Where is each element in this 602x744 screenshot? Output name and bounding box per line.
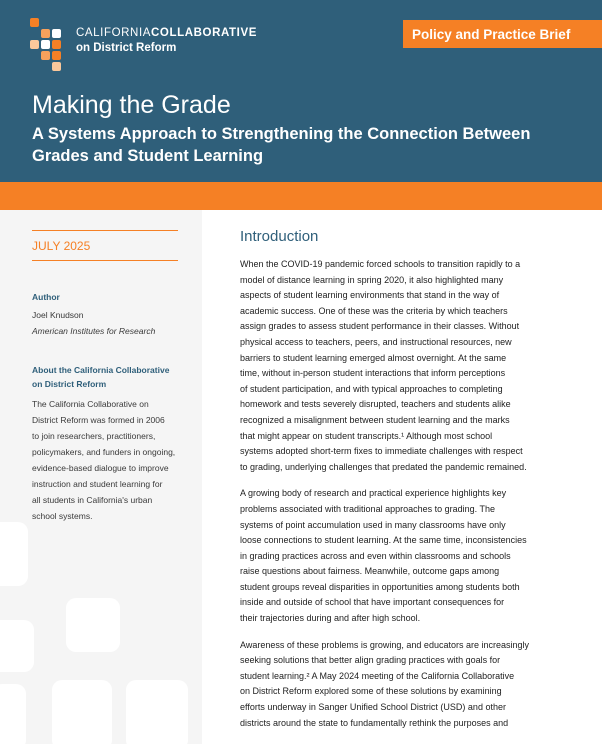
logo-square-icon xyxy=(52,29,61,38)
decorative-shape xyxy=(0,620,34,672)
document-title: Making the Grade xyxy=(32,91,231,119)
author-affiliation: American Institutes for Research xyxy=(32,326,156,336)
logo-tagline: on District Reform xyxy=(76,42,177,54)
divider xyxy=(32,260,178,261)
logo-square-icon xyxy=(41,40,50,49)
logo-square-icon xyxy=(52,40,61,49)
orange-divider-band xyxy=(0,182,602,210)
decorative-shape xyxy=(0,522,28,586)
brief-type-badge: Policy and Practice Brief xyxy=(403,20,602,48)
decorative-shape xyxy=(66,598,120,652)
document-subtitle: A Systems Approach to Strengthening the Connection Between Grades and Student Learning xyxy=(32,125,531,165)
author-name: Joel Knudson xyxy=(32,310,84,320)
about-heading: About the California Collaborative on District Reform xyxy=(32,365,170,389)
section-heading: Introduction xyxy=(240,228,319,245)
main-content xyxy=(240,228,580,742)
logo-square-icon xyxy=(41,51,50,60)
body-paragraph-1: When the COVID-19 pandemic forced schools to transition rapidly to a model of distance learning in spring 2020, it also highlighted many aspects of student learning environments that stand in the way of academic success. One of these was the criteria by which teachers assign grades to assess student performance in their classes. Without physical access to teachers, peers, and instructional resources, new barriers to student learning emerged almost overnight. At the same time, without in-person student interactions that inform perceptions of student participation, and with typical approaches to completing homework and tests severely disrupted, teachers and students alike recognized a misalignment between student learning and the marks that might appear on student transcripts.¹ Although most school systems adopted short-term fixes to immediate challenges with respect to grading, underlying challenges that predated the pandemic remained. xyxy=(240,259,527,472)
logo-square-icon xyxy=(52,62,61,71)
logo-square-icon xyxy=(41,29,50,38)
author-heading: Author xyxy=(32,292,60,302)
publication-date: JULY 2025 xyxy=(32,239,91,253)
body-paragraph-2: A growing body of research and practical experience highlights key problems associated with traditional approaches to grading. The systems of point accumulation used in many classrooms have only loose connections to student learning. At the same time, inconsistencies in grading practices across and even within classrooms and schools raise questions about fairness. Meanwhile, outcome gaps among student groups reveal disparities in opportunities among students both inside and outside of school that have important consequences for their trajectories during and after high school. xyxy=(240,488,527,624)
sidebar xyxy=(0,210,202,744)
logo-square-icon xyxy=(52,51,61,60)
decorative-shape xyxy=(52,680,112,744)
organization-logo xyxy=(30,18,257,78)
logo-wordmark: CALIFORNIACOLLABORATIVE xyxy=(76,27,257,39)
about-text: The California Collaborative on District Reform was formed in 2006 to join researchers, practitioners, policymakers, and funders in ongoing, evidence-based dialogue to improve instruction and student learning for all students in California's urban school systems. xyxy=(32,399,176,521)
logo-square-icon xyxy=(30,40,39,49)
publication-date-block xyxy=(32,230,178,261)
decorative-shape xyxy=(126,680,188,744)
decorative-shape xyxy=(0,684,26,744)
body-paragraph-3: Awareness of these problems is growing, and educators are increasingly seeking solutions that better align grading practices with goals for student learning.² A May 2024 meeting of the California Collaborative on District Reform explored some of these solutions by examining efforts underway in Sanger Unified School District (USD) and other districts around the state to fundamentally rethink the purposes and xyxy=(240,639,529,728)
header-banner xyxy=(0,0,602,182)
logo-square-icon xyxy=(30,18,39,27)
